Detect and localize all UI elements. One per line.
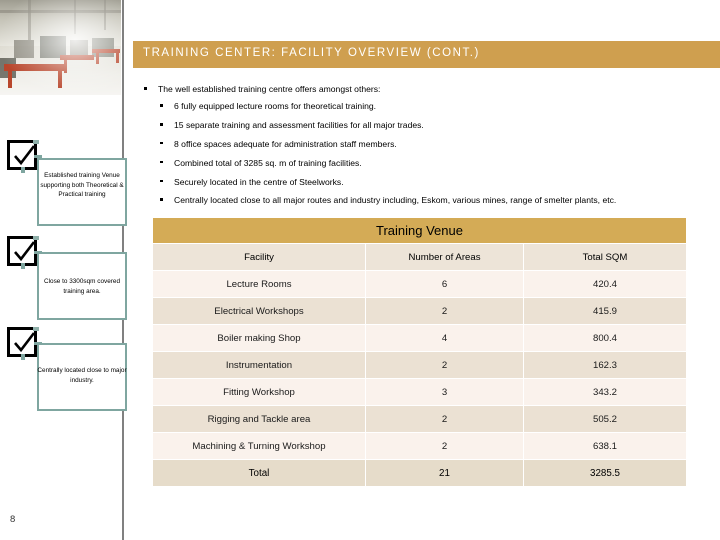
- column-header-number-of-areas: Number of Areas: [366, 244, 524, 271]
- list-item: [140, 195, 700, 205]
- cell-sqm: 420.4: [524, 271, 687, 298]
- callout-text: Close to 3300sqm covered training area.: [43, 278, 121, 295]
- bullet-dot-icon: [160, 161, 163, 164]
- photo-highlight: [0, 0, 121, 95]
- table-row: [153, 325, 687, 352]
- table-total-row: [153, 460, 687, 487]
- column-header-total-sqm: Total SQM: [524, 244, 687, 271]
- cell-facility: Electrical Workshops: [153, 298, 366, 325]
- bullet-text: The well established training centre offers amongst others:: [158, 84, 381, 94]
- table-row: [153, 271, 687, 298]
- table-row: [153, 406, 687, 433]
- callout-accent-mark: [33, 140, 39, 144]
- cell-areas: 2: [366, 406, 524, 433]
- cell-sqm: 505.2: [524, 406, 687, 433]
- cell-sqm: 415.9: [524, 298, 687, 325]
- callout-text: Centrally located close to major industry.: [37, 367, 127, 384]
- checkmark-icon: [7, 140, 37, 170]
- bullet-dot-icon: [160, 104, 163, 107]
- cell-facility: Fitting Workshop: [153, 379, 366, 406]
- cell-sqm: 638.1: [524, 433, 687, 460]
- cell-areas: 6: [366, 271, 524, 298]
- checkmark-icon: [7, 236, 37, 266]
- cell-total-areas: 21: [366, 460, 524, 487]
- cell-areas: 3: [366, 379, 524, 406]
- page-number: 8: [10, 514, 16, 525]
- cell-total-label: Total: [153, 460, 366, 487]
- callout-accent-mark: [21, 263, 25, 269]
- table-header-row: [153, 244, 687, 271]
- table-row: [153, 298, 687, 325]
- bullet-text: Securely located in the centre of Steelworks.: [174, 176, 344, 187]
- cell-total-sqm: 3285.5: [524, 460, 687, 487]
- list-item: [140, 139, 700, 149]
- callout-accent-mark: [33, 236, 39, 240]
- bullet-text: 15 separate training and assessment facilities for all major trades.: [174, 120, 424, 131]
- slide-title-bar: [133, 41, 720, 68]
- bullet-dot-icon: [144, 87, 147, 90]
- column-header-facility: Facility: [153, 244, 366, 271]
- table-row: [153, 379, 687, 406]
- list-item: [140, 158, 700, 168]
- cell-facility: Machining & Turning Workshop: [153, 433, 366, 460]
- table-title-row: [153, 218, 687, 244]
- cell-facility: Lecture Rooms: [153, 271, 366, 298]
- table-row: [153, 433, 687, 460]
- table-title: Training Venue: [153, 218, 687, 244]
- callout-text: Established training Venue supporting both Theoretical & Practical training: [40, 172, 124, 199]
- cell-facility: Instrumentation: [153, 352, 366, 379]
- callout-accent-mark: [34, 342, 42, 345]
- training-venue-table: [152, 217, 686, 487]
- bullet-text: Combined total of 3285 sq. m of training facilities.: [174, 157, 362, 168]
- cell-facility: Boiler making Shop: [153, 325, 366, 352]
- callout-accent-mark: [34, 251, 42, 254]
- cell-areas: 2: [366, 433, 524, 460]
- cell-sqm: 800.4: [524, 325, 687, 352]
- callout-accent-mark: [21, 354, 25, 360]
- callout-accent-mark: [34, 155, 42, 158]
- bullet-dot-icon: [160, 180, 163, 183]
- bullet-dot-icon: [160, 198, 163, 201]
- callout-accent-mark: [33, 327, 39, 331]
- cell-areas: 2: [366, 298, 524, 325]
- bullet-text: 8 office spaces adequate for administration staff members.: [174, 138, 397, 149]
- checkmark-icon: [7, 327, 37, 357]
- bullet-list: [140, 84, 700, 214]
- cell-sqm: 343.2: [524, 379, 687, 406]
- list-item: [140, 177, 700, 187]
- bullet-intro: [140, 84, 700, 94]
- bullet-dot-icon: [160, 123, 163, 126]
- cell-areas: 2: [366, 352, 524, 379]
- list-item: [140, 101, 700, 111]
- training-workshop-photo: [0, 0, 121, 95]
- list-item: [140, 120, 700, 130]
- bullet-text: 6 fully equipped lecture rooms for theoretical training.: [174, 101, 377, 112]
- cell-areas: 4: [366, 325, 524, 352]
- cell-facility: Rigging and Tackle area: [153, 406, 366, 433]
- bullet-text: Centrally located close to all major routes and industry including, Eskom, various mines, range of smelter plants, etc.: [174, 195, 617, 206]
- table-row: [153, 352, 687, 379]
- bullet-dot-icon: [160, 142, 163, 145]
- page-title: TRAINING CENTER: FACILITY OVERVIEW (CONT.): [143, 47, 480, 59]
- callout-accent-mark: [21, 167, 25, 173]
- cell-sqm: 162.3: [524, 352, 687, 379]
